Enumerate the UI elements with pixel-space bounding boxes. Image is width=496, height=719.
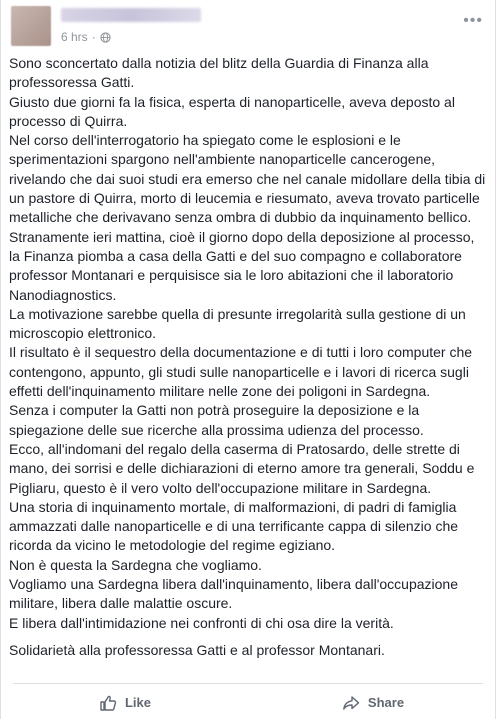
share-arrow-icon (342, 694, 360, 712)
post-meta (61, 30, 111, 44)
author-name-redacted[interactable] (61, 8, 201, 22)
post-paragraph: Senza i computer la Gatti non potrà proseguire la deposizione e la spiegazione delle sue ricerche alla prossima udienza del processo. (9, 402, 424, 438)
post-paragraph: Ecco, all'indomani del regalo della caserma di Pratosardo, delle strette di mano, dei sorrisi e delle dichiarazioni di eterno amore tra generali, Soddu e Pigliaru, questo è il vero volto dell'occupazione militare in Sardegna. (9, 440, 475, 496)
share-button[interactable] (249, 686, 496, 719)
post-closing: Solidarietà alla professoressa Gatti e al professor Montanari. (9, 641, 385, 658)
globe-icon (100, 32, 111, 43)
like-label: Like (124, 695, 151, 710)
post-paragraph: Nel corso dell'interrogatorio ha spiegato come le esplosioni e le sperimentazioni spargono nell'ambiente nanoparticelle cancerogene, rivelando che dai suoi studi era emerso che nel canale midollare della tibia di un pastore di Quirra, morto di leucemia e riesumato, aveva trovato particelle metalliche che derivavano senza ombra di dubbio da inquinamento bellico. (9, 132, 486, 226)
post-paragraph: Vogliamo una Sardegna libera dall'inquinamento, libera dall'occupazione militare, libera dalle malattie oscure. (9, 576, 458, 612)
meta-separator: · (91, 30, 96, 44)
post-paragraph: Sono sconcertato dalla notizia del blitz della Guardia di Finanza alla professoressa Gatti. (9, 55, 429, 91)
post-paragraph: La motivazione sarebbe quella di presunte irregolarità sulla gestione di un microscopio elettronico. (9, 305, 466, 342)
post-paragraph: Il risultato è il sequestro della documentazione e di tutti i loro computer che contengono, appunto, gli studi sulle nanoparticelle e i lavori di ricerca sugli effetti dell'inquinamento militare nelle zone dei poligoni in Sardegna. (9, 344, 473, 400)
post-paragraph: Stranamente ieri mattina, cioè il giorno dopo della deposizione al processo, la Finanza piomba a casa della Gatti e del suo compagno e collaboratore professor Montanari e perquisisce sia le loro abitazioni che il laboratorio Nanodiagnostics. (9, 228, 475, 303)
avatar[interactable] (11, 6, 51, 46)
share-label: Share (367, 695, 405, 710)
actions-divider (13, 683, 483, 684)
post-body (9, 54, 487, 660)
more-options-icon[interactable]: ••• (463, 12, 483, 29)
post-paragraph: Giusto due giorni fa la fisica, esperta di nanoparticelle, aveva deposto al processo di Quirra. (9, 93, 455, 129)
post-paragraph: E libera dall'intimidazione nei confronti di chi osa dire la verità. (9, 614, 394, 631)
post-paragraph: Non è questa la Sardegna che vogliamo. (9, 556, 262, 573)
post-paragraph: Una storia di inquinamento mortale, di malformazioni, di padri di famiglia ammazzati dalle nanoparticelle e di una terrificante cappa di silenzio che ricorda da vicino le metodologie del regime egiziano. (9, 498, 459, 554)
post-timestamp[interactable]: 6 hrs (61, 30, 88, 44)
post-header (9, 6, 489, 46)
thumbs-up-icon (99, 694, 117, 712)
post-actions (1, 686, 496, 719)
like-button[interactable] (1, 686, 249, 719)
